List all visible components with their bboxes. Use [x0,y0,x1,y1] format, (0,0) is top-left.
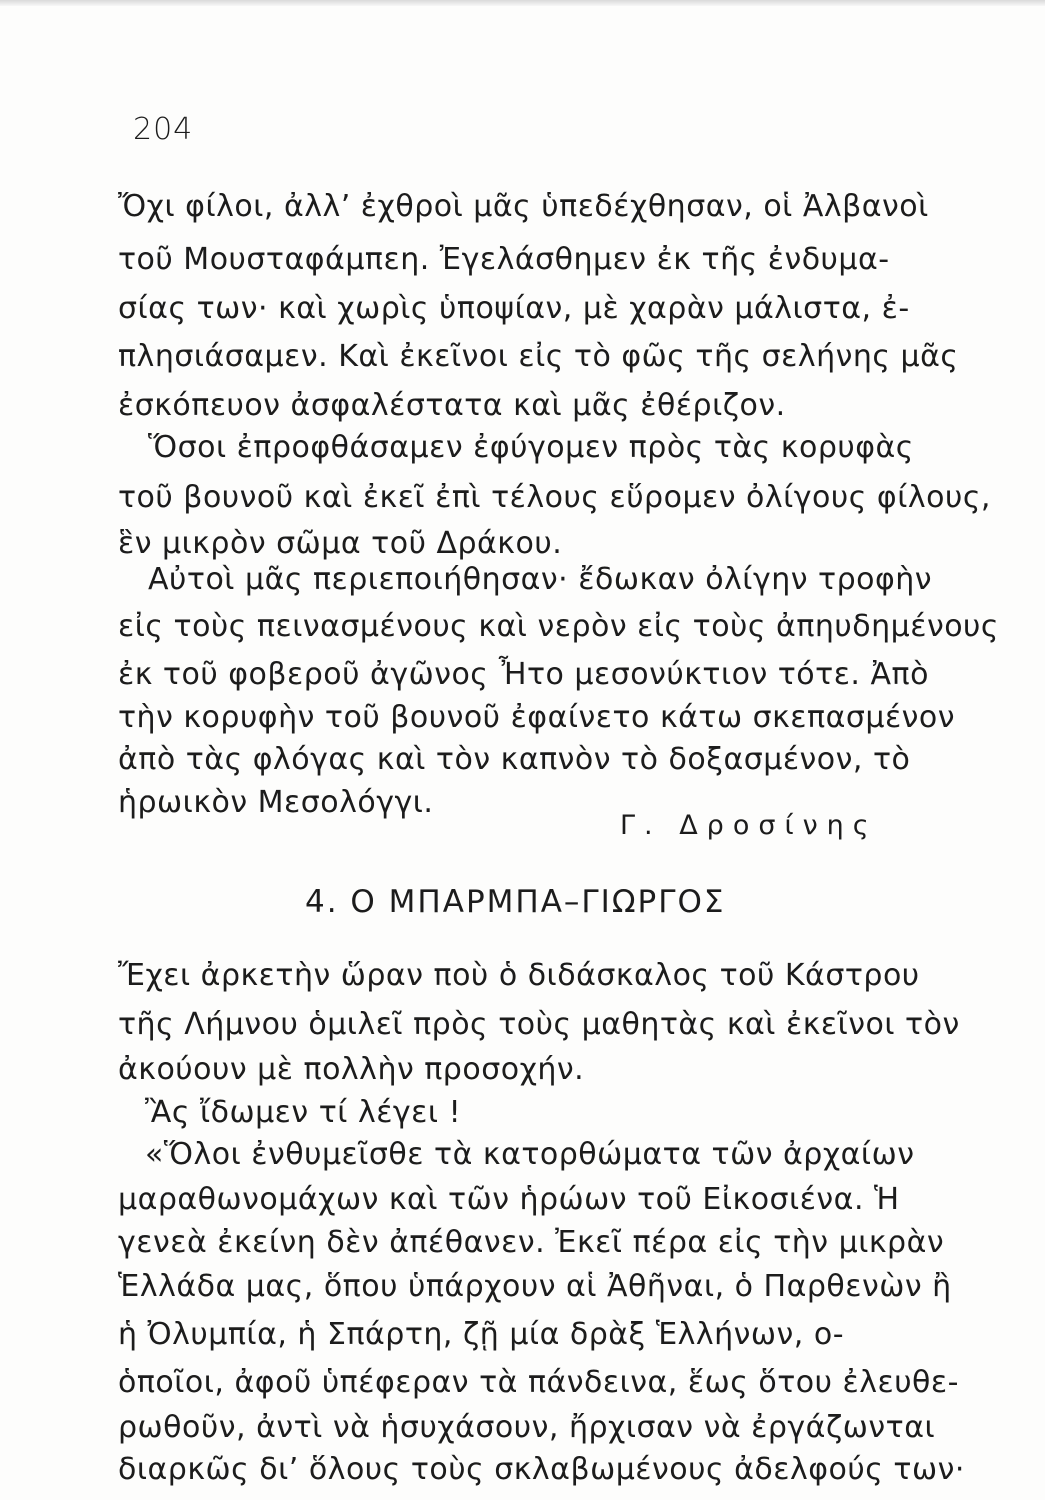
text-line: σίας των· καὶ χωρὶς ὑποψίαν, μὲ χαρὰν μάλιστα, ἐ- [118,291,910,326]
text-line: ὁποῖοι, ἀφοῦ ὑπέφεραν τὰ πάνδεινα, ἕως ὅτου ἐλευθε- [118,1365,959,1400]
section-heading: 4. Ο ΜΠΑΡΜΠΑ–ΓΙΩΡΓΟΣ [305,884,726,920]
text-line: ρωθοῦν, ἀντὶ νὰ ἡσυχάσουν, ἤρχισαν νὰ ἐργάζωνται [118,1410,936,1445]
author-signature: Γ. Δροσίνης [620,810,878,841]
text-line: μαραθωνομάχων καὶ τῶν ἡρώων τοῦ Εἰκοσιένα. Ἡ [118,1182,900,1217]
text-line: ἐσκόπευον ἀσφαλέστατα καὶ μᾶς ἐθέριζον. [118,388,786,423]
text-line: γενεὰ ἐκείνη δὲν ἀπέθανεν. Ἐκεῖ πέρα εἰς τὴν μικρὰν [118,1225,945,1260]
text-line: Ὄχι φίλοι, ἀλλ’ ἐχθροὶ μᾶς ὑπεδέχθησαν, οἱ Ἀλβανοὶ [118,189,929,224]
text-line: Ἂς ἴδωμεν τί λέγει ! [145,1095,462,1130]
text-line: Ἔχει ἀρκετὴν ὥραν ποὺ ὁ διδάσκαλος τοῦ Κάστρου [118,958,920,993]
text-line: Αὐτοὶ μᾶς περιεποιήθησαν· ἔδωκαν ὀλίγην τροφὴν [148,562,933,597]
text-line: ἐκ τοῦ φοβεροῦ ἀγῶνος Ἦτο μεσονύκτιον τότε. Ἀπὸ [118,657,929,692]
text-line: τῆς Λήμνου ὁμιλεῖ πρὸς τοὺς μαθητὰς καὶ ἐκεῖνοι τὸν [118,1007,960,1042]
page-top-edge [0,0,1045,6]
page-number: 204 [133,112,194,147]
text-line: διαρκῶς δι’ ὅλους τοὺς σκλαβωμένους ἀδελφούς των· [118,1452,965,1487]
text-line: ἀκούουν μὲ πολλὴν προσοχήν. [118,1052,585,1087]
text-line: τοῦ Μουσταφάμπεη. Ἐγελάσθημεν ἐκ τῆς ἐνδυμα- [118,242,890,277]
text-line: τοῦ βουνοῦ καὶ ἐκεῖ ἐπὶ τέλους εὕρομεν ὀλίγους φίλους, [118,480,991,515]
text-line: ἡρωικὸν Μεσολόγγι. [118,785,434,820]
text-line: Ὅσοι ἐπροφθάσαμεν ἐφύγομεν πρὸς τὰς κορυφὰς [148,430,914,465]
text-line: ἓν μικρὸν σῶμα τοῦ Δράκου. [118,526,563,561]
text-line: εἰς τοὺς πεινασμένους καὶ νερὸν εἰς τοὺς ἀπηυδημένους [118,609,1000,644]
text-line: τὴν κορυφὴν τοῦ βουνοῦ ἐφαίνετο κάτω σκεπασμένον [118,700,956,735]
text-line: ἡ Ὀλυμπία, ἡ Σπάρτη, ζῇ μία δρὰξ Ἑλλήνων, ο- [118,1317,845,1352]
text-line: Ἑλλάδα μας, ὅπου ὑπάρχουν αἱ Ἀθῆναι, ὁ Παρθενὼν ἢ [118,1269,952,1304]
text-line: πλησιάσαμεν. Καὶ ἐκεῖνοι εἰς τὸ φῶς τῆς σελήνης μᾶς [118,339,959,374]
text-line: «Ὅλοι ἐνθυμεῖσθε τὰ κατορθώματα τῶν ἀρχαίων [145,1137,915,1172]
text-line: ἀπὸ τὰς φλόγας καὶ τὸν καπνὸν τὸ δοξασμένον, τὸ [118,742,911,777]
